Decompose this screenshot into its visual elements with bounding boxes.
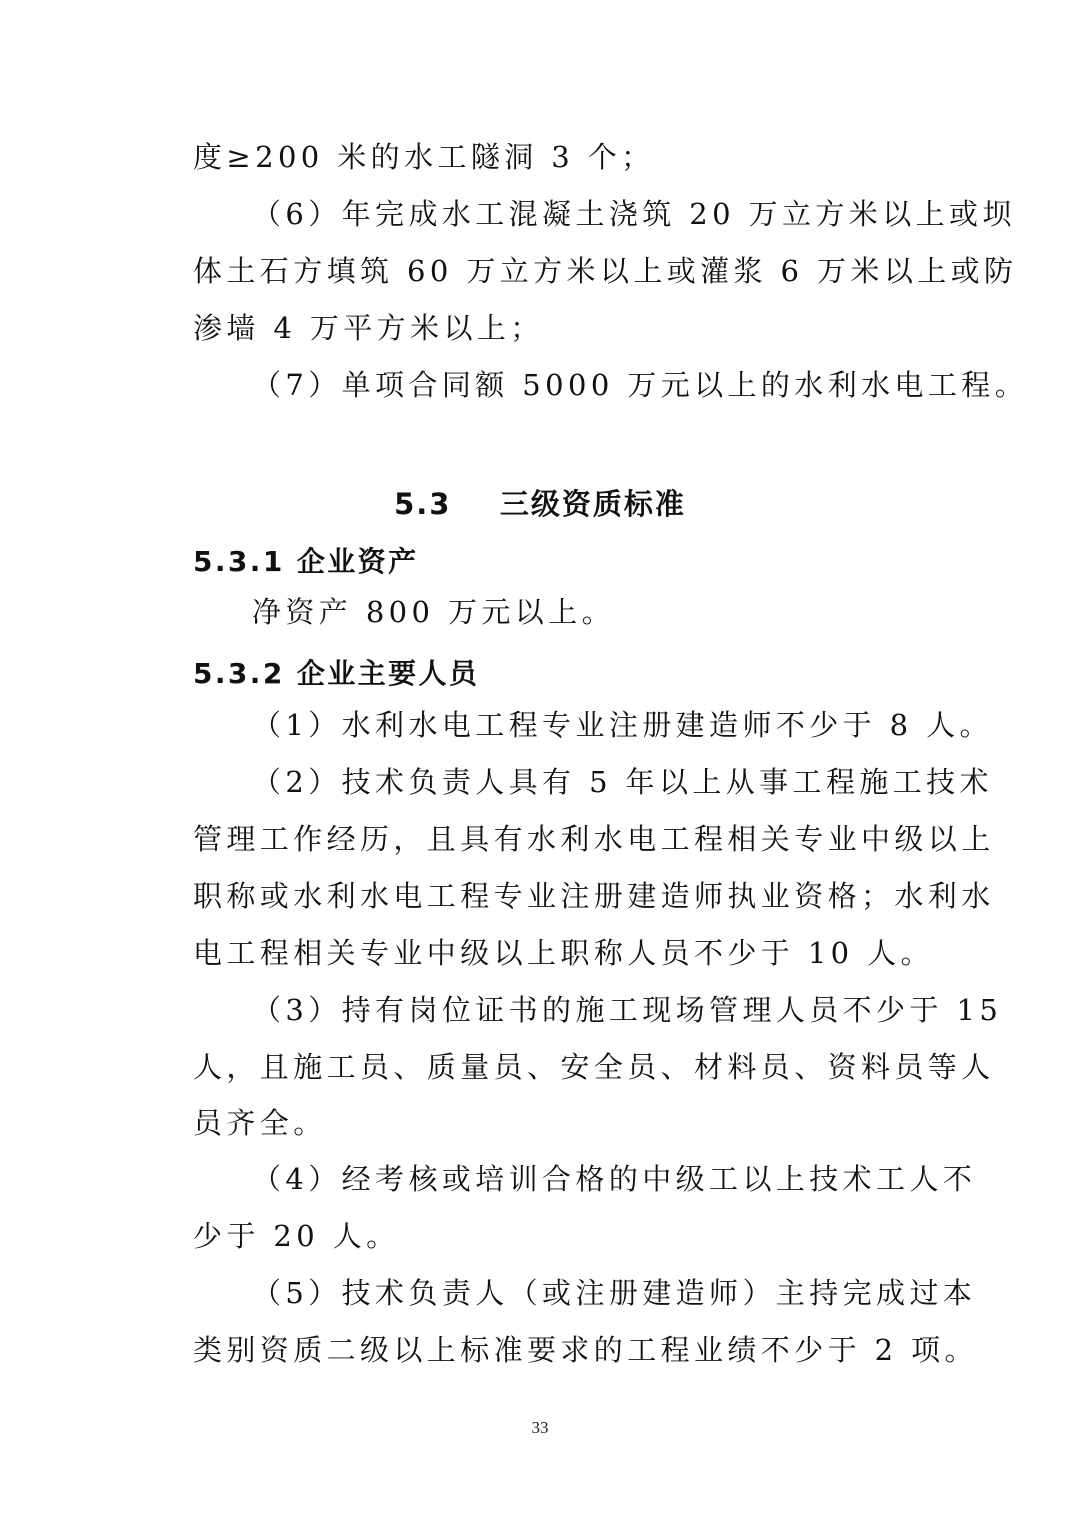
paragraph-line: （4）经考核或培训合格的中级工以上技术工人不 xyxy=(252,1162,977,1196)
paragraph-line: 职称或水利水电工程专业注册建造师执业资格；水利水 xyxy=(193,879,995,913)
paragraph-line: （7）单项合同额 5000 万元以上的水利水电工程。 xyxy=(252,368,1029,402)
paragraph-line: 管理工作经历，且具有水利水电工程相关专业中级以上 xyxy=(193,822,995,856)
subsection-heading-personnel: 5.3.2 企业主要人员 xyxy=(193,657,480,690)
paragraph-line: 体土石方填筑 60 万立方米以上或灌浆 6 万米以上或防 xyxy=(193,254,1018,288)
paragraph-line: 净资产 800 万元以上。 xyxy=(252,595,615,629)
paragraph-line: 人，且施工员、质量员、安全员、材料员、资料员等人 xyxy=(193,1050,995,1084)
paragraph-line: 少于 20 人。 xyxy=(193,1219,400,1253)
paragraph-line: （5）技术负责人（或注册建造师）主持完成过本 xyxy=(252,1276,977,1310)
subsection-heading-assets: 5.3.1 企业资产 xyxy=(193,545,419,578)
paragraph-line: 员齐全。 xyxy=(193,1106,327,1140)
page-number: 33 xyxy=(531,1418,549,1437)
paragraph-line: 度≥200 米的水工隧洞 3 个； xyxy=(193,140,655,174)
paragraph-line: （2）技术负责人具有 5 年以上从事工程施工技术 xyxy=(252,765,993,799)
section-heading: 5.3 三级资质标准 xyxy=(394,487,686,521)
paragraph-line: （3）持有岗位证书的施工现场管理人员不少于 15 xyxy=(252,993,1003,1027)
paragraph-line: （1）水利水电工程专业注册建造师不少于 8 人。 xyxy=(252,708,993,742)
paragraph-line: （6）年完成水工混凝土浇筑 20 万立方米以上或坝 xyxy=(252,197,1016,231)
paragraph-line: 渗墙 4 万平方米以上； xyxy=(193,311,544,345)
paragraph-line: 电工程相关专业中级以上职称人员不少于 10 人。 xyxy=(193,936,934,970)
paragraph-line: 类别资质二级以上标准要求的工程业绩不少于 2 项。 xyxy=(193,1333,978,1367)
